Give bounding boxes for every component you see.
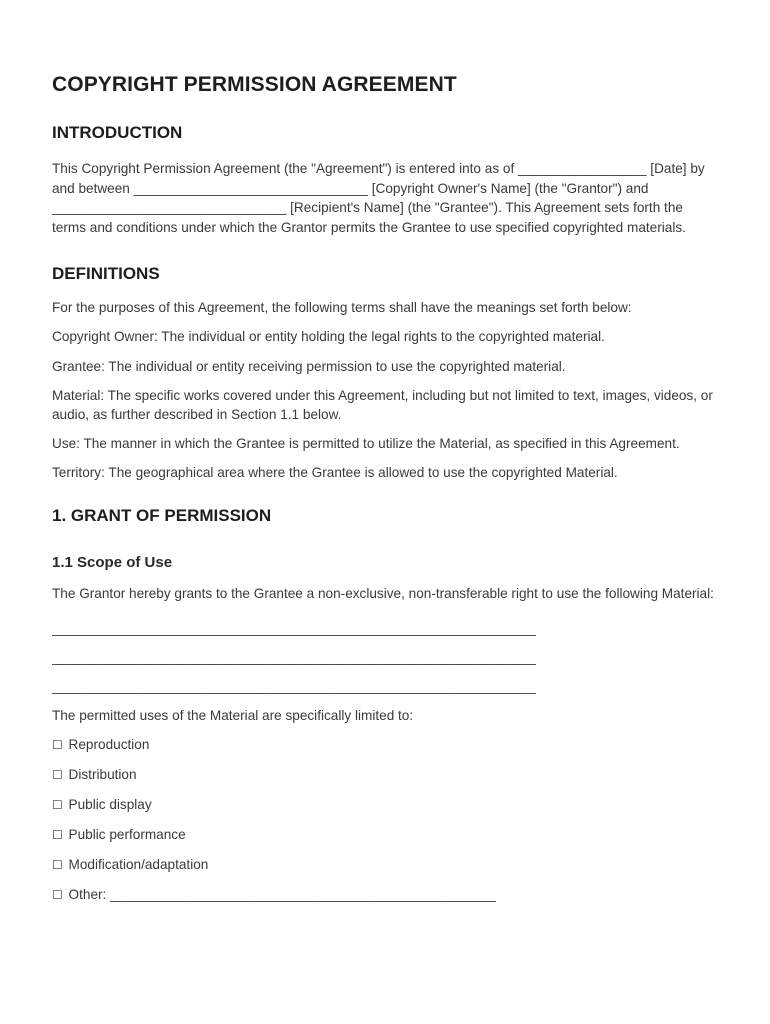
introduction-text: This Copyright Permission Agreement (the "Agreement") is entered into as of _________________ [Date] by and between _______________________________ [Copyright Owner's Name] (the "Grantor") and _______________________________ [Recipient's Name] (the "Grantee"). This Agreement sets forth the terms and conditions under which the Grantor permits the Grantee to use specified copyrighted materials. <box>52 161 705 235</box>
grant-heading: 1. GRANT OF PERMISSION <box>52 506 272 526</box>
use-option-modification[interactable] <box>52 855 720 876</box>
use-option-label: Modification/adaptation <box>68 857 209 873</box>
use-option-public-performance[interactable] <box>52 825 720 846</box>
scope-text: The Grantor hereby grants to the Grantee a non-exclusive, non-transferable right to use the following Material: <box>52 586 714 602</box>
definition-grantee: Grantee: The individual or entity receiving permission to use the copyrighted material. <box>52 358 566 374</box>
scope-heading: 1.1 Scope of Use <box>52 554 173 572</box>
use-option-label: Distribution <box>68 767 137 783</box>
definition-territory: Territory: The geographical area where the Grantee is allowed to use the copyrighted Material. <box>52 465 618 481</box>
definition-copyright-owner: Copyright Owner: The individual or entity holding the legal rights to the copyrighted material. <box>52 329 605 345</box>
use-option-reproduction[interactable] <box>52 735 720 756</box>
checkbox-icon[interactable]: ☐ <box>52 888 63 903</box>
material-blank-line[interactable]: ________________________________________________________________ <box>52 649 536 665</box>
use-option-distribution[interactable] <box>52 765 720 786</box>
checkbox-icon[interactable]: ☐ <box>52 768 63 783</box>
agreement-document <box>52 70 720 906</box>
definition-material: Material: The specific works covered under this Agreement, including but not limited to text, images, videos, or audio, as further described in Section 1.1 below. <box>52 387 713 423</box>
use-option-public-display[interactable] <box>52 795 720 816</box>
use-option-other[interactable] <box>52 885 720 906</box>
definitions-heading: DEFINITIONS <box>52 264 160 284</box>
checkbox-icon[interactable]: ☐ <box>52 858 63 873</box>
definition-use: Use: The manner in which the Grantee is permitted to utilize the Material, as specified in this Agreement. <box>52 436 680 452</box>
material-blank-line[interactable]: ________________________________________________________________ <box>52 620 536 636</box>
checkbox-icon[interactable]: ☐ <box>52 828 63 843</box>
use-option-label: Public performance <box>68 827 186 843</box>
material-blank-line[interactable]: ________________________________________________________________ <box>52 678 536 694</box>
use-option-label: Other: ___________________________________________________ <box>68 887 496 903</box>
introduction-heading: INTRODUCTION <box>52 123 183 142</box>
use-option-label: Reproduction <box>68 737 150 752</box>
document-title: COPYRIGHT PERMISSION AGREEMENT <box>52 73 457 96</box>
use-option-label: Public display <box>68 797 152 813</box>
checkbox-icon[interactable]: ☐ <box>52 738 63 752</box>
uses-lead: The permitted uses of the Material are specifically limited to: <box>52 707 414 723</box>
definitions-lead: For the purposes of this Agreement, the following terms shall have the meanings set forth below: <box>52 300 632 316</box>
checkbox-icon[interactable]: ☐ <box>52 798 63 813</box>
